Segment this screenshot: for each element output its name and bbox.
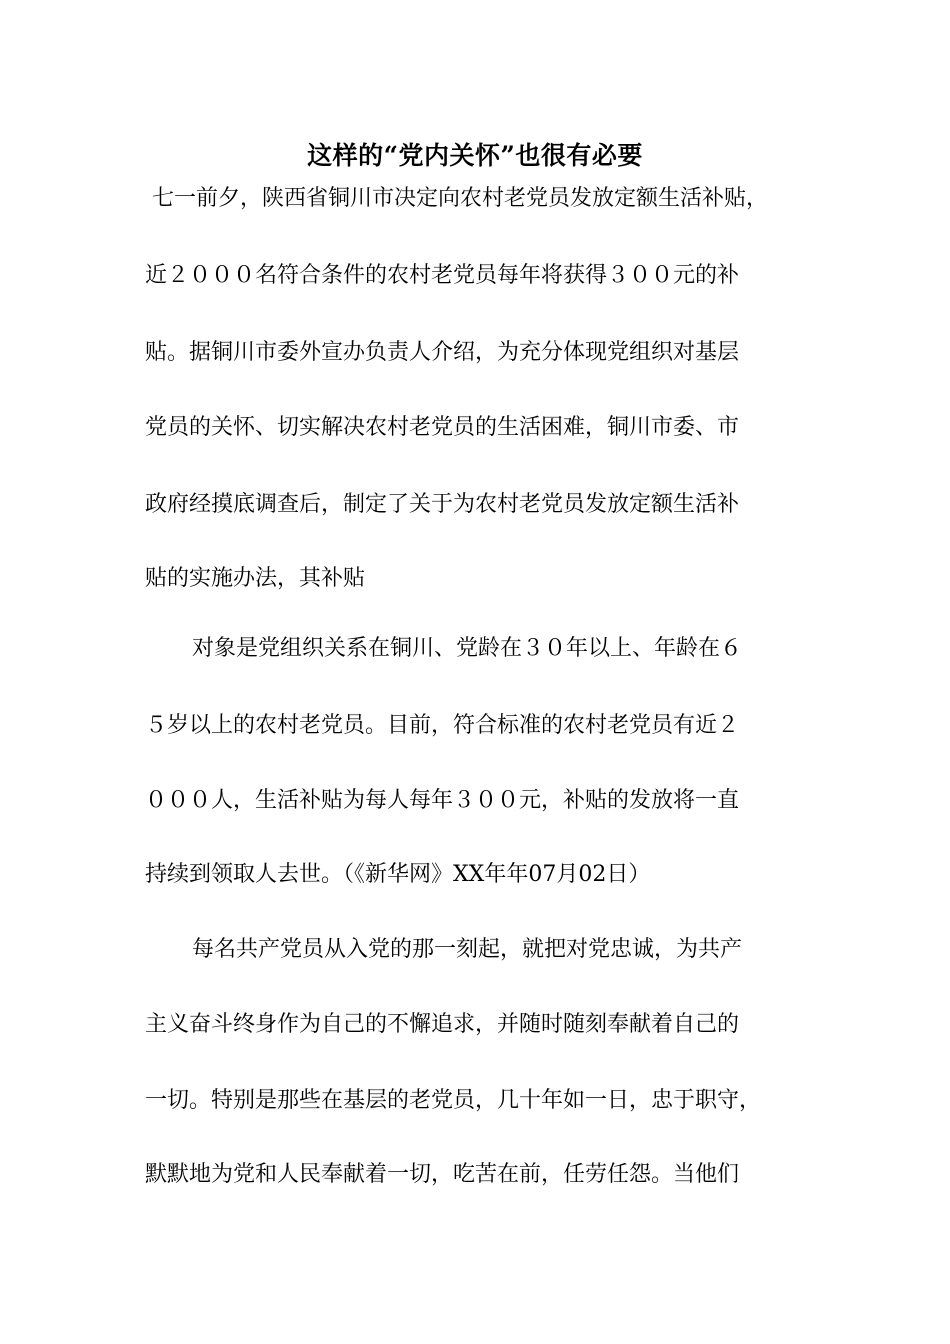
paragraph-line: ０００人，生活补贴为每人每年３００元，补贴的发放将一直	[145, 788, 740, 813]
paragraph-line: 一切。特别是那些在基层的老党员，几十年如一日，忠于职守，	[145, 1088, 762, 1113]
paragraph-line: 七一前夕，陕西省铜川市决定向农村老党员发放定额生活补贴，	[152, 186, 769, 211]
paragraph-line: 贴。据铜川市委外宣办负责人介绍，为充分体现党组织对基层	[145, 340, 740, 365]
paragraph-line: 默默地为党和人民奉献着一切，吃苦在前，任劳任怨。当他们	[145, 1162, 740, 1187]
paragraph-line: 政府经摸底调查后，制定了关于为农村老党员发放定额生活补	[145, 492, 740, 517]
paragraph-line: 主义奋斗终身作为自己的不懈追求，并随时随刻奉献着自己的	[145, 1012, 740, 1037]
paragraph-line: 对象是党组织关系在铜川、党龄在３０年以上、年龄在６	[192, 636, 743, 661]
paragraph-line: 持续到领取人去世。（《新华网》XX年年07月02日）	[145, 862, 651, 887]
paragraph-line: 贴的实施办法，其补贴	[145, 566, 366, 591]
paragraph-line: 党员的关怀、切实解决农村老党员的生活困难，铜川市委、市	[145, 415, 740, 440]
paragraph-line: ５岁以上的农村老党员。目前，符合标准的农村老党员有近２	[145, 713, 740, 738]
paragraph-line: 近２０００名符合条件的农村老党员每年将获得３００元的补	[145, 263, 740, 288]
document-title: 这样的“党内关怀”也很有必要	[307, 141, 643, 170]
paragraph-line: 每名共产党员从入党的那一刻起，就把对党忠诚，为共产	[192, 937, 743, 962]
